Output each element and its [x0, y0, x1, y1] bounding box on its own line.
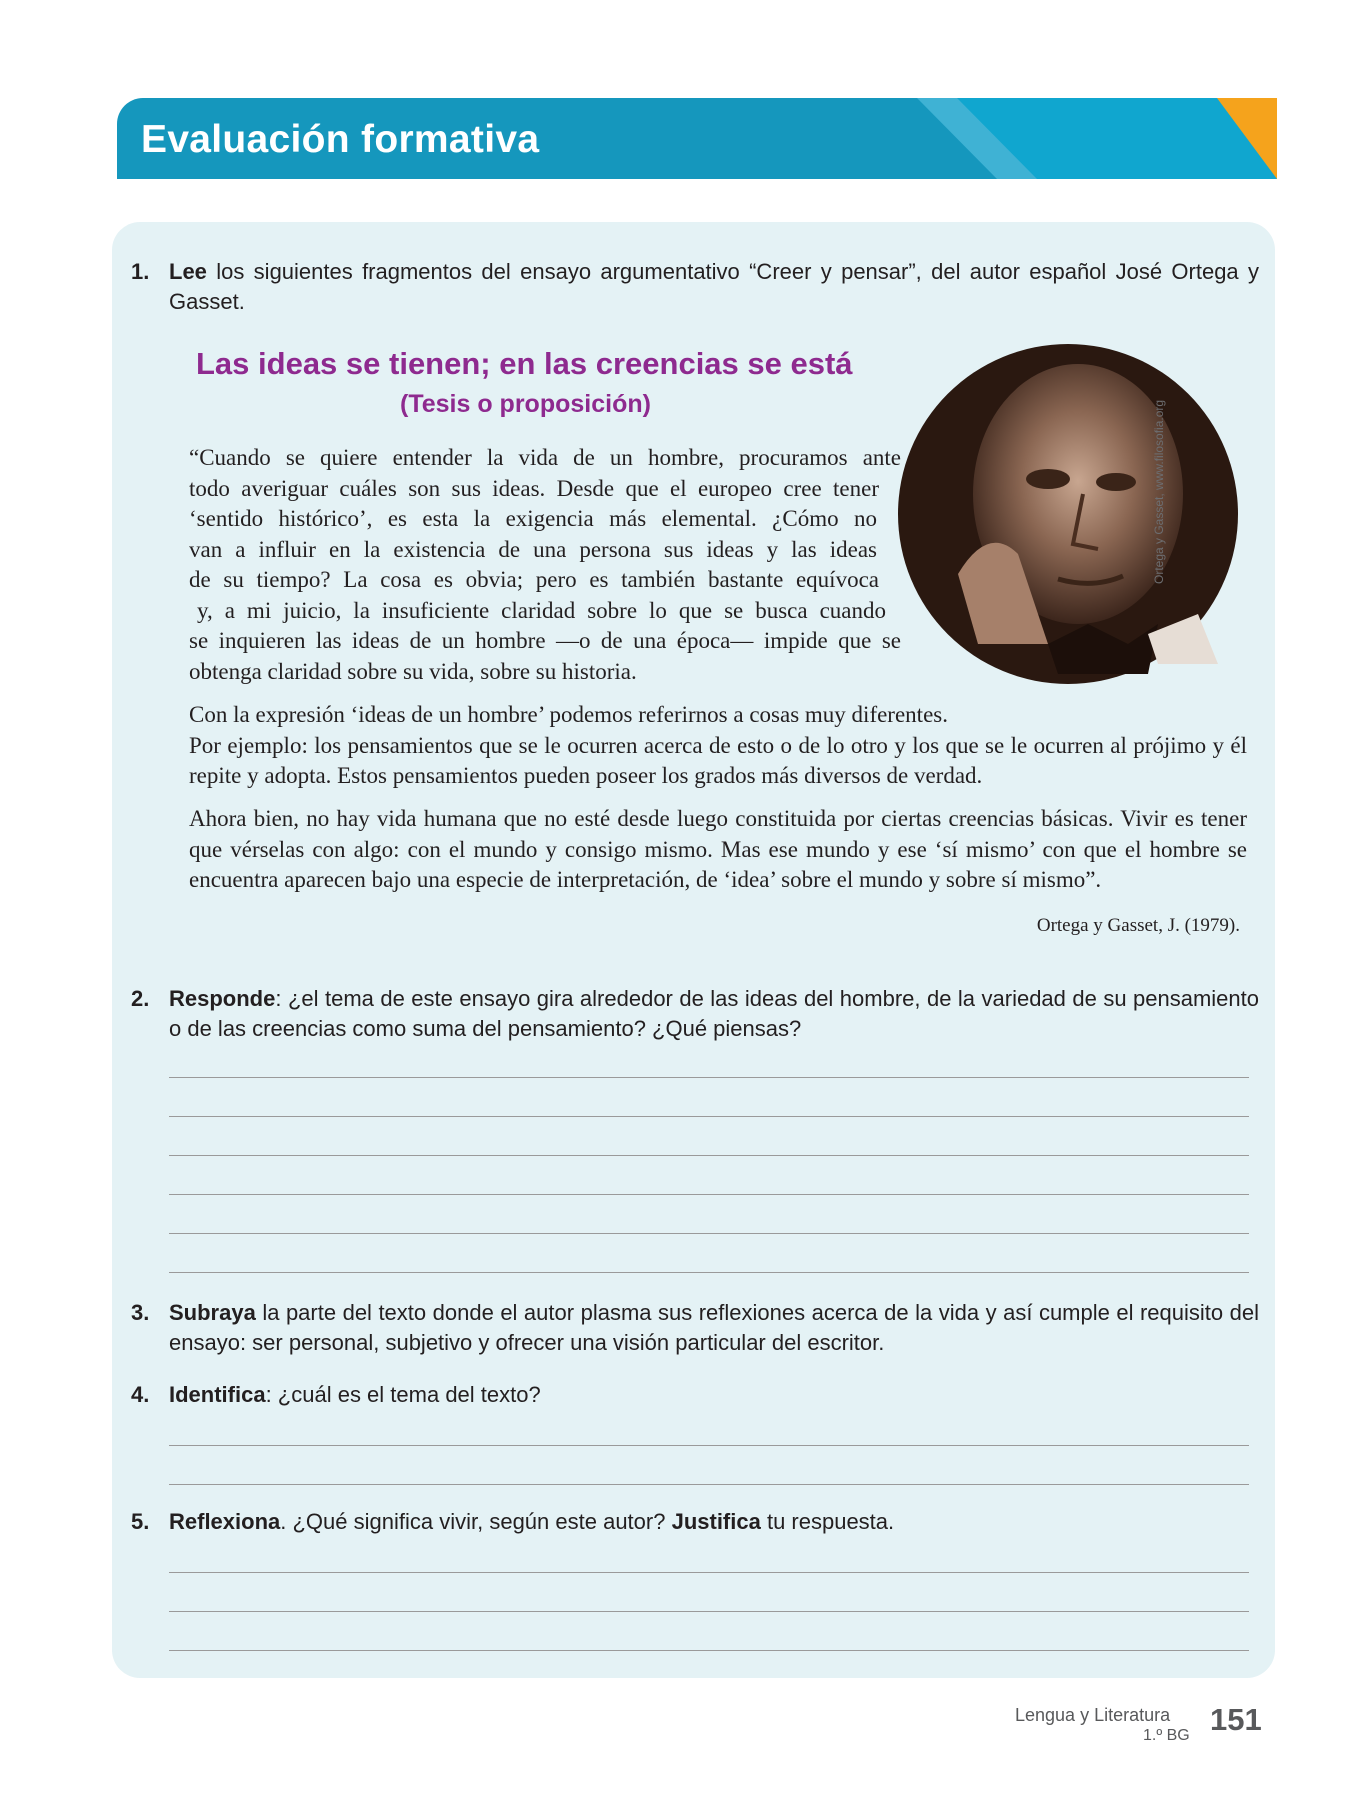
- essay-line: van a influir en la existencia de una persona sus ideas y las ideas: [189, 536, 877, 562]
- question-verb: Reflexiona: [169, 1509, 281, 1534]
- dua-badge-title: DUA: [963, 12, 1023, 42]
- question-body: : ¿el tema de este ensayo gira alrededor de las ideas del hombre, de la variedad de su pensamiento o de las creencias como suma del pensamiento? ¿Qué piensas?: [169, 986, 1259, 1041]
- essay-line: se inquieren las ideas de un hombre —o de una época— impide que se: [189, 628, 901, 653]
- answer-line[interactable]: [169, 1611, 1249, 1612]
- page-title: Evaluación formativa: [141, 118, 540, 161]
- question-body: los siguientes fragmentos del ensayo argumentativo “Creer y pensar”, del autor español José Ortega y Gasset.: [169, 259, 1259, 314]
- essay-text: Por ejemplo: los pensamientos que se le ocurren acerca de esto o de lo otro y los que se le ocurren al prójimo y él repite y adopta. Estos pensamientos pueden poseer los grados más diversos de verdad.: [189, 732, 1247, 788]
- question-number: 3.: [131, 1300, 150, 1325]
- question-verb: Subraya: [169, 1300, 256, 1325]
- question-verb: Lee: [169, 259, 207, 284]
- question-number: 5.: [131, 1509, 150, 1534]
- answer-line[interactable]: [169, 1272, 1249, 1273]
- question-verb-2: Justifica: [671, 1509, 761, 1534]
- author-portrait: [898, 344, 1238, 684]
- citation: Ortega y Gasset, J. (1979).: [1036, 915, 1240, 936]
- essay-paragraph-1: [189, 443, 901, 687]
- question-text: [169, 1507, 1259, 1537]
- essay-line: todo averiguar cuáles son sus ideas. Desde que el europeo cree tener: [189, 475, 879, 501]
- question-text: [169, 257, 1259, 317]
- essay-line: y, a mi juicio, la insuficiente claridad sobre lo que se busca cuando: [197, 597, 886, 623]
- question-number: 2.: [131, 986, 150, 1011]
- header-banner: [117, 98, 1277, 179]
- essay-line: “Cuando se quiere entender la vida de un hombre, procuramos ante: [189, 445, 901, 470]
- essay-title: Las ideas se tienen; en las creencias se está: [196, 346, 853, 381]
- answer-line[interactable]: [169, 1194, 1249, 1195]
- question-body: . ¿Qué significa vivir, según este autor?: [280, 1509, 672, 1534]
- question-body: : ¿cuál es el tema del texto?: [265, 1382, 541, 1407]
- question-number: 1.: [131, 259, 150, 284]
- essay-paragraph-2: [189, 700, 1247, 792]
- question-body: la parte del texto donde el autor plasma sus reflexiones acerca de la vida y así cumple el requisito del ensayo: ser personal, subjetivo y ofrecer una visión particular del escritor.: [169, 1300, 1259, 1355]
- photo-credit: Ortega y Gasset, www.filosofia.org: [1152, 399, 1166, 584]
- answer-line[interactable]: [169, 1233, 1249, 1234]
- essay-line: ‘sentido histórico’, es esta la exigencia más elemental. ¿Cómo no: [189, 506, 877, 531]
- answer-line[interactable]: [169, 1445, 1249, 1446]
- answer-line[interactable]: [169, 1155, 1249, 1156]
- answer-line[interactable]: [169, 1572, 1249, 1573]
- page-number: 151: [1210, 1702, 1262, 1737]
- answer-line[interactable]: [169, 1484, 1249, 1485]
- answer-line[interactable]: [169, 1650, 1249, 1651]
- question-text: [169, 1380, 1259, 1410]
- footer-subject: Lengua y Literatura: [1015, 1705, 1171, 1725]
- question-verb: Responde: [169, 986, 276, 1011]
- answer-line[interactable]: [169, 1077, 1249, 1078]
- question-body-end: tu respuesta.: [760, 1509, 895, 1534]
- essay-line: Con la expresión ‘ideas de un hombre’ podemos referirnos a cosas muy diferentes.: [189, 702, 948, 727]
- essay-subtitle: (Tesis o proposición): [400, 390, 651, 418]
- essay-line: obtenga claridad sobre su vida, sobre su historia.: [189, 658, 637, 684]
- essay-paragraph-3: Ahora bien, no hay vida humana que no esté desde luego constituida por ciertas creencias básicas. Vivir es tener que vérselas con algo: con el mundo y consigo mismo. Mas ese mundo y ese ‘sí mismo’ con que el hombre se encuentra aparecen bajo una especie de interpretación, de ‘idea’ sobre el mundo y sobre sí mismo”.: [189, 806, 1247, 892]
- essay-line: de su tiempo? La cosa es obvia; pero es también bastante equívoca: [189, 567, 879, 592]
- footer-grade: 1.º BG: [1143, 1727, 1190, 1744]
- question-verb: Identifica: [169, 1382, 266, 1407]
- banner-decoration: [917, 98, 1277, 179]
- answer-line[interactable]: [169, 1116, 1249, 1117]
- question-text: [169, 1298, 1259, 1358]
- dua-badge-subtitle: Acción y expresión: [892, 45, 1094, 70]
- question-number: 4.: [131, 1382, 150, 1407]
- question-text: [169, 984, 1259, 1044]
